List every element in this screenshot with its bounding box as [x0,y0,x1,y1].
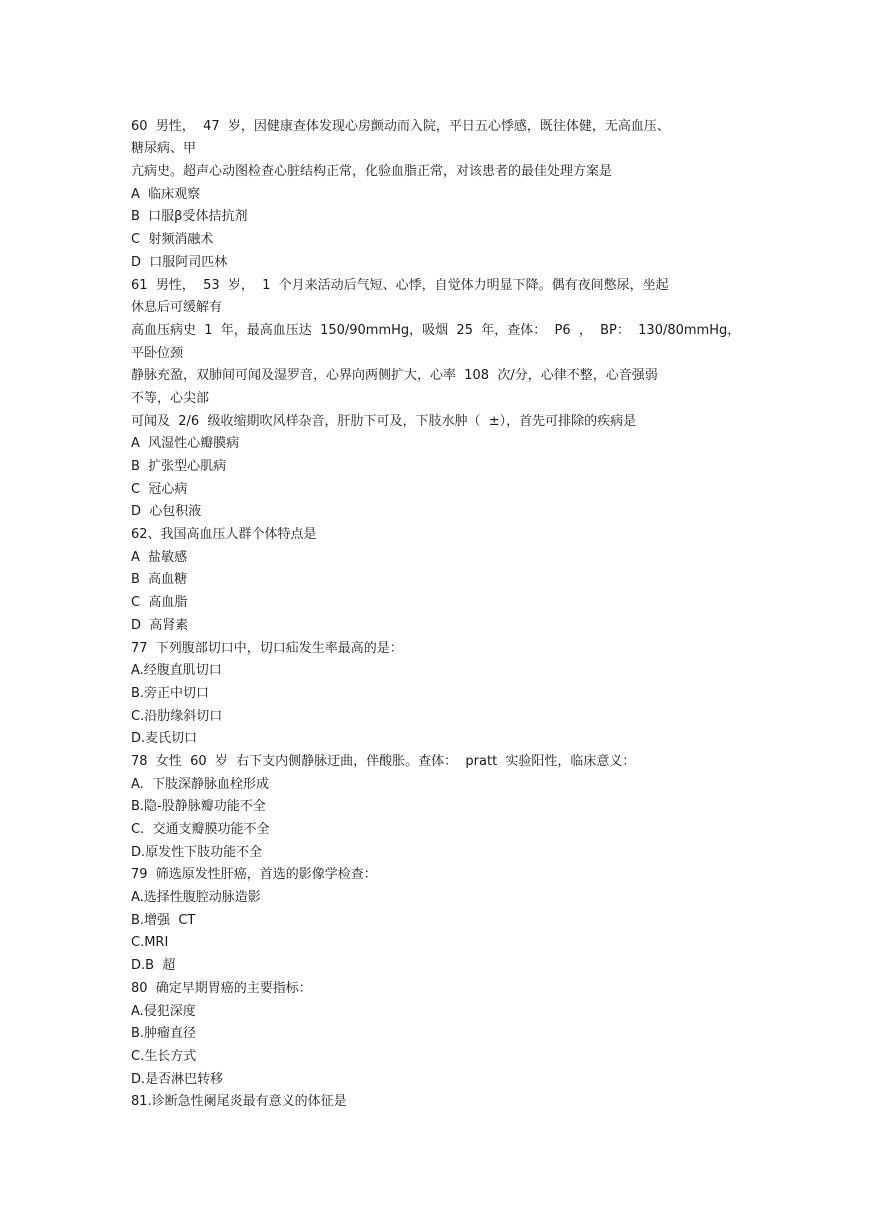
text-line: B.旁正中切口 [131,685,210,701]
text-line: 78 女性 60 岁 右下支内侧静脉迂曲，伴酸胀。查体： pratt 实验阳性，临床意义： [131,753,636,769]
text-line: 80 确定早期胃癌的主要指标： [131,980,312,996]
document-page [131,93,743,1114]
text-line: A 盐敏感 [131,549,188,565]
text-line: B.肿瘤直径 [131,1026,197,1042]
text-line: 77 下列腹部切口中，切口疝发生率最高的是： [131,640,403,656]
text-line: C 冠心病 [131,481,188,497]
text-line: C.生长方式 [131,1048,197,1064]
text-line: D.是否淋巴转移 [131,1071,224,1087]
text-line: D 高肾素 [131,617,189,633]
text-line: 高血压病史 1 年，最高血压达 150/90mmHg，吸烟 25 年，查体： P6 ， BP： 130/80mmHg， [131,322,741,338]
text-line: 亢病史。超声心动图检查心脏结构正常，化验血脂正常，对该患者的最佳处理方案是 [131,164,613,180]
text-line: B 口服β受体拮抗剂 [131,209,248,225]
text-line: D 口服阿司匹林 [131,254,228,270]
text-line: C 高血脂 [131,595,188,611]
text-line: 糖尿病、甲 [131,141,197,157]
text-line: 62、我国高血压人群个体特点是 [131,527,317,543]
text-line: 61 男性， 53 岁， 1 个月来活动后气短、心悸，自觉体力明显下降。偶有夜间憋尿，坐起 [131,277,669,293]
text-line: 不等，心尖部 [131,390,210,406]
text-line [131,93,743,116]
text-line: B 扩张型心肌病 [131,459,227,474]
text-line: A.侵犯深度 [131,1003,196,1019]
text-line: A.经腹直肌切口 [131,663,222,679]
text-line: 81.诊断急性阑尾炎最有意义的体征是 [131,1094,347,1110]
text-line: C.MRI [131,935,169,951]
text-line: D.B 超 [131,958,176,974]
text-line: A 风湿性心瓣膜病 [131,436,240,452]
text-line: 可闻及 2/6 级收缩期吹风样杂音，肝肋下可及，下肢水肿（ ±），首先可排除的疾病是 [131,413,637,429]
text-line: A.选择性腹腔动脉造影 [131,890,261,906]
text-line: 平卧位颈 [131,345,184,361]
text-line: D.麦氏切口 [131,731,198,747]
text-line: B 高血糖 [131,572,188,588]
text-line: 静脉充盈，双肺间可闻及湿罗音，心界向两侧扩大，心率 108 次/分，心律不整，心音强弱 [131,368,658,384]
text-line: 60 男性， 47 岁，因健康查体发现心房颤动而入院，平日五心悸感，既往体健，无高血压、 [131,118,670,134]
text-line: C. 交通支瓣膜功能不全 [131,822,270,837]
text-line: B.增强 CT [131,912,196,928]
text-line: B.隐-股静脉瓣功能不全 [131,799,266,815]
text-line: 79 筛选原发性肝癌，首选的影像学检查： [131,867,377,883]
text-line: C 射频消融术 [131,232,214,248]
text-line: D 心包积液 [131,504,202,520]
text-line: 休息后可缓解有 [131,300,223,316]
text-line: C.沿肋缘斜切口 [131,708,223,724]
text-line: D.原发性下肢功能不全 [131,844,263,860]
text-line: A. 下肢深静脉血栓形成 [131,776,270,792]
text-line: A 临床观察 [131,186,201,202]
